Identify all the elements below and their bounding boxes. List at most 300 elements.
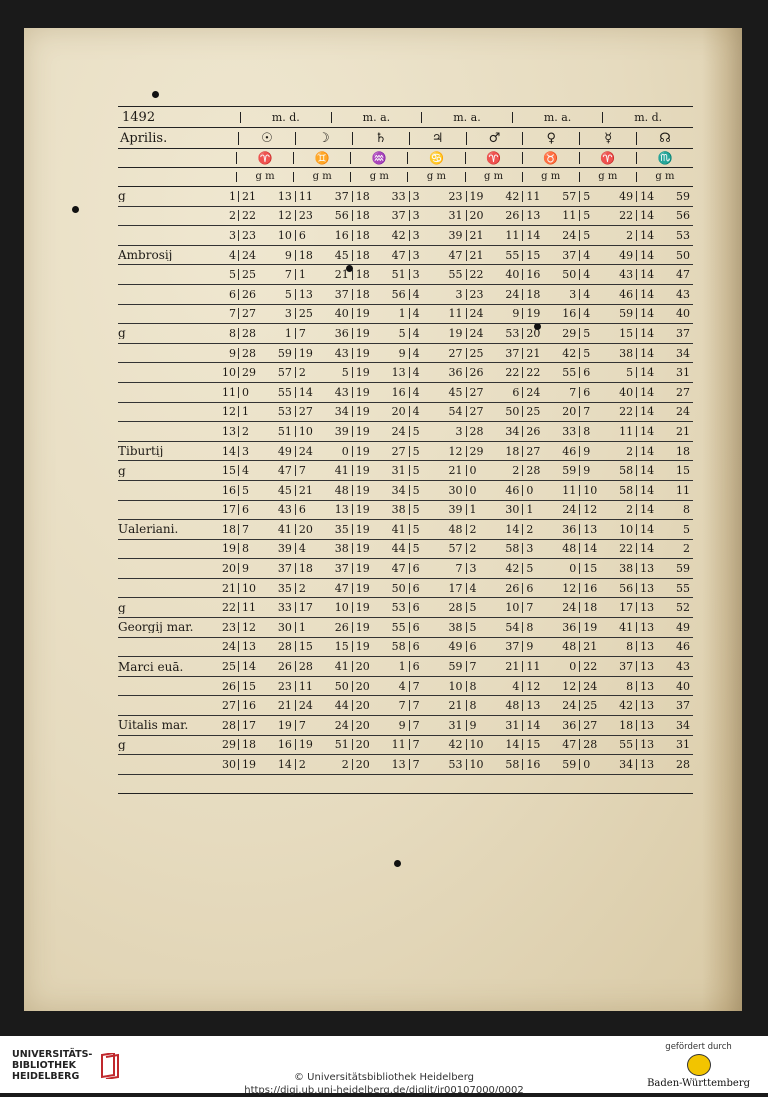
value-cell [579, 328, 636, 339]
minutes-value: 58 [619, 465, 633, 476]
value-cell [409, 230, 466, 241]
value-cell [636, 681, 693, 692]
degrees-value: 13 [526, 210, 540, 221]
minutes-value: 49 [619, 191, 633, 202]
value-cell [238, 387, 295, 398]
value-cell [409, 348, 466, 359]
value-cell [636, 446, 693, 457]
minutes-value: 14 [505, 524, 519, 535]
degrees-value: 14 [640, 191, 654, 202]
degrees-value: 5 [413, 524, 420, 535]
degrees-value: 4 [299, 543, 306, 554]
value-cell [579, 250, 636, 261]
minutes-value: 39 [278, 543, 292, 554]
degrees-value: 15 [583, 563, 597, 574]
row-values [238, 504, 693, 515]
value-cell [579, 485, 636, 496]
degrees-value: 5 [583, 328, 590, 339]
minutes-value: 40 [335, 308, 349, 319]
value-cell [352, 328, 409, 339]
degrees-value: 6 [413, 641, 420, 652]
minutes-value: 40 [505, 269, 519, 280]
degrees-value: 5 [583, 348, 590, 359]
minutes-value: 41 [335, 465, 349, 476]
degrees-value: 4 [470, 583, 477, 594]
degrees-value: 2 [470, 524, 477, 535]
degrees-value: 5 [413, 465, 420, 476]
table-row [118, 736, 693, 756]
degrees-value: 11 [299, 681, 313, 692]
degrees-value: 27 [299, 406, 313, 417]
value-cell [295, 250, 352, 261]
degrees-value: 3 [413, 269, 420, 280]
row-values [238, 720, 693, 731]
minutes-value: 58 [505, 543, 519, 554]
value-cell [238, 348, 295, 359]
value-cell [579, 641, 636, 652]
minutes-value: 56 [619, 583, 633, 594]
minutes-value: 37 [676, 700, 690, 711]
minutes-value: 39 [449, 504, 463, 515]
value-cell [579, 759, 636, 770]
sign-symbol-0: ♈ [236, 152, 293, 164]
day-number: 13 [218, 426, 238, 437]
value-cell [409, 759, 466, 770]
value-cell [636, 543, 693, 554]
minutes-value: 2 [342, 759, 349, 770]
minutes-value: 26 [505, 583, 519, 594]
minutes-value: 42 [449, 739, 463, 750]
minutes-value: 54 [449, 406, 463, 417]
minutes-value: 6 [512, 387, 519, 398]
day-rows [118, 187, 693, 775]
value-cell [238, 563, 295, 574]
minutes-value: 41 [619, 622, 633, 633]
unit-label-pair-4: g m [465, 172, 522, 182]
minutes-value: 24 [676, 406, 690, 417]
table-row [118, 657, 693, 677]
value-cell [238, 641, 295, 652]
day-number: 26 [218, 681, 238, 692]
unit-label-pair-0: g m [236, 172, 293, 182]
degrees-value: 8 [470, 681, 477, 692]
sign-symbol-6: ♈ [579, 152, 636, 164]
minutes-value: 3 [456, 426, 463, 437]
value-cell [295, 328, 352, 339]
footer-bar [0, 1036, 768, 1093]
degrees-value: 18 [299, 250, 313, 261]
degrees-value: 7 [583, 406, 590, 417]
value-cell [352, 739, 409, 750]
minutes-value: 28 [676, 759, 690, 770]
table-row [118, 344, 693, 364]
minutes-value: 51 [278, 426, 292, 437]
minutes-value: 13 [278, 191, 292, 202]
degrees-value: 17 [299, 602, 313, 613]
planet-symbols [238, 132, 693, 145]
degrees-value: 27 [583, 720, 597, 731]
day-number: 17 [218, 504, 238, 515]
minutes-value: 39 [335, 426, 349, 437]
value-cell [636, 191, 693, 202]
value-cell [522, 210, 579, 221]
value-cell [352, 504, 409, 515]
degrees-value: 5 [583, 210, 590, 221]
degrees-value: 20 [356, 720, 370, 731]
minutes-value: 31 [449, 210, 463, 221]
value-cell [466, 387, 523, 398]
table-row [118, 285, 693, 305]
value-cell [352, 308, 409, 319]
day-number: 16 [218, 485, 238, 496]
value-cell [522, 250, 579, 261]
value-cell [409, 583, 466, 594]
row-values [238, 524, 693, 535]
table-row [118, 226, 693, 246]
minutes-value: 36 [449, 367, 463, 378]
bw-logo[interactable] [647, 1042, 750, 1089]
minutes-value: 11 [505, 230, 519, 241]
minutes-value: 37 [619, 661, 633, 672]
value-cell [522, 308, 579, 319]
degrees-value: 13 [640, 681, 654, 692]
value-cell [636, 406, 693, 417]
value-cell [295, 210, 352, 221]
degrees-value: 4 [413, 387, 420, 398]
table-row [118, 540, 693, 560]
minutes-value: 51 [392, 269, 406, 280]
degrees-value: 7 [413, 720, 420, 731]
minutes-value: 47 [449, 250, 463, 261]
permalink[interactable]: https://digi.ub.uni-heidelberg.de/diglit/ir00107000/0002 [0, 1085, 768, 1097]
value-cell [579, 289, 636, 300]
degrees-value: 14 [640, 269, 654, 280]
value-cell [579, 406, 636, 417]
degrees-value: 7 [413, 681, 420, 692]
degrees-value: 2 [299, 759, 306, 770]
degrees-value: 13 [583, 524, 597, 535]
degrees-value: 3 [413, 191, 420, 202]
value-cell [636, 426, 693, 437]
value-cell [522, 563, 579, 574]
row-values [238, 348, 693, 359]
row-values [238, 250, 693, 261]
value-cell [238, 210, 295, 221]
value-cell [636, 485, 693, 496]
value-cell [409, 602, 466, 613]
minutes-value: 35 [278, 583, 292, 594]
value-cell [295, 622, 352, 633]
unit-label-pair-6: g m [579, 172, 636, 182]
degrees-value: 6 [413, 563, 420, 574]
value-cell [409, 250, 466, 261]
minutes-value: 50 [335, 681, 349, 692]
table-row [118, 598, 693, 618]
value-cell [295, 191, 352, 202]
minutes-value: 9 [399, 720, 406, 731]
minutes-value: 46 [562, 446, 576, 457]
minutes-value: 31 [676, 739, 690, 750]
degrees-value: 14 [242, 661, 256, 672]
degrees-value: 20 [470, 210, 484, 221]
minutes-value: 57 [449, 543, 463, 554]
degrees-value: 7 [299, 465, 306, 476]
table-row [118, 403, 693, 423]
minutes-value: 46 [505, 485, 519, 496]
day-number: 2 [218, 210, 238, 221]
value-cell [636, 328, 693, 339]
value-cell [522, 641, 579, 652]
minutes-value: 28 [278, 641, 292, 652]
minutes-value: 53 [676, 230, 690, 241]
degrees-value: 19 [356, 543, 370, 554]
value-cell [522, 269, 579, 280]
table-row [118, 363, 693, 383]
value-cell [466, 524, 523, 535]
degrees-value: 4 [413, 328, 420, 339]
value-cell [238, 759, 295, 770]
degrees-value: 6 [583, 387, 590, 398]
degrees-value: 2 [470, 543, 477, 554]
degrees-value: 13 [242, 641, 256, 652]
value-cell [636, 661, 693, 672]
minutes-value: 21 [505, 661, 519, 672]
degrees-value: 5 [413, 485, 420, 496]
value-cell [466, 759, 523, 770]
minutes-value: 43 [335, 348, 349, 359]
table-row [118, 481, 693, 501]
degrees-value: 15 [526, 739, 540, 750]
minutes-value: 3 [569, 289, 576, 300]
minutes-value: 46 [676, 641, 690, 652]
value-cell [238, 602, 295, 613]
value-cell [636, 739, 693, 750]
degrees-value: 13 [640, 563, 654, 574]
unit-header-2: m. a. [421, 112, 512, 123]
minutes-value: 42 [505, 191, 519, 202]
minutes-value: 30 [278, 622, 292, 633]
degrees-value: 14 [640, 406, 654, 417]
row-values [238, 308, 693, 319]
minutes-value: 34 [335, 406, 349, 417]
minutes-value: 16 [278, 739, 292, 750]
bottom-rule [118, 793, 693, 794]
value-cell [579, 191, 636, 202]
minutes-value: 36 [562, 720, 576, 731]
value-cell [409, 641, 466, 652]
minutes-value: 27 [676, 387, 690, 398]
value-cell [579, 700, 636, 711]
degrees-value: 6 [526, 583, 533, 594]
value-cell [522, 543, 579, 554]
saint-label: Ambrosij [118, 249, 218, 261]
minutes-value: 5 [626, 367, 633, 378]
minutes-value: 19 [449, 328, 463, 339]
degrees-value: 15 [242, 681, 256, 692]
minutes-value: 36 [562, 524, 576, 535]
value-cell [409, 563, 466, 574]
degrees-value: 19 [356, 387, 370, 398]
degrees-value: 19 [356, 406, 370, 417]
degrees-value: 19 [583, 622, 597, 633]
value-cell [636, 759, 693, 770]
minutes-value: 20 [392, 406, 406, 417]
day-number: 18 [218, 524, 238, 535]
value-cell [409, 210, 466, 221]
table-row [118, 422, 693, 442]
value-cell [522, 622, 579, 633]
value-cell [238, 328, 295, 339]
planet-symbol-0: ☉ [238, 132, 295, 145]
minutes-value: 38 [449, 622, 463, 633]
minutes-value: 7 [456, 563, 463, 574]
value-cell [238, 583, 295, 594]
degrees-value: 19 [356, 641, 370, 652]
degrees-value: 25 [583, 700, 597, 711]
minutes-value: 55 [505, 250, 519, 261]
degrees-value: 12 [242, 622, 256, 633]
value-cell [636, 387, 693, 398]
degrees-value: 19 [242, 759, 256, 770]
value-cell [636, 230, 693, 241]
day-number: 20 [218, 563, 238, 574]
minutes-value: 8 [626, 681, 633, 692]
value-cell [636, 504, 693, 515]
value-cell [466, 641, 523, 652]
degrees-value: 28 [299, 661, 313, 672]
value-cell [295, 681, 352, 692]
degrees-value: 14 [640, 524, 654, 535]
value-cell [352, 367, 409, 378]
value-cell [295, 602, 352, 613]
table-row [118, 461, 693, 481]
value-cell [352, 446, 409, 457]
minutes-value: 43 [619, 269, 633, 280]
value-cell [522, 583, 579, 594]
minutes-value: 13 [392, 759, 406, 770]
value-cell [238, 191, 295, 202]
degrees-value: 4 [413, 308, 420, 319]
value-cell [636, 210, 693, 221]
degrees-value: 21 [299, 485, 313, 496]
degrees-value: 13 [640, 720, 654, 731]
day-number: 30 [218, 759, 238, 770]
degrees-value: 18 [299, 563, 313, 574]
row-values [238, 700, 693, 711]
degrees-value: 16 [583, 583, 597, 594]
degrees-value: 25 [470, 348, 484, 359]
row-values [238, 387, 693, 398]
value-cell [409, 367, 466, 378]
minutes-value: 51 [335, 739, 349, 750]
minutes-value: 28 [449, 602, 463, 613]
minutes-value: 13 [392, 367, 406, 378]
value-cell [466, 622, 523, 633]
day-number: 22 [218, 602, 238, 613]
value-cell [636, 250, 693, 261]
minutes-value: 8 [626, 641, 633, 652]
minutes-value: 7 [569, 387, 576, 398]
row-values [238, 446, 693, 457]
minutes-value: 58 [505, 759, 519, 770]
minutes-value: 45 [335, 250, 349, 261]
degrees-value: 27 [242, 308, 256, 319]
value-cell [238, 308, 295, 319]
degree-minute-labels [236, 172, 693, 182]
minutes-value: 56 [676, 210, 690, 221]
sign-symbol-3: ♋ [407, 152, 464, 164]
value-cell [238, 739, 295, 750]
value-cell [522, 348, 579, 359]
minutes-value: 31 [676, 367, 690, 378]
library-name-line-1: BIBLIOTHEK [12, 1061, 92, 1072]
minutes-value: 21 [278, 700, 292, 711]
minutes-value: 54 [505, 622, 519, 633]
degrees-value: 20 [356, 700, 370, 711]
sign-symbol-2: ♒ [350, 152, 407, 164]
degrees-value: 0 [526, 485, 533, 496]
degrees-value: 19 [526, 308, 540, 319]
value-cell [295, 700, 352, 711]
degrees-value: 19 [356, 583, 370, 594]
degrees-value: 6 [299, 504, 306, 515]
value-cell [466, 485, 523, 496]
degrees-value: 27 [470, 387, 484, 398]
value-cell [636, 563, 693, 574]
value-cell [352, 210, 409, 221]
minutes-value: 29 [562, 328, 576, 339]
degrees-value: 17 [242, 720, 256, 731]
degrees-value: 19 [356, 328, 370, 339]
library-name-line-2: HEIDELBERG [12, 1072, 92, 1083]
minutes-value: 47 [335, 583, 349, 594]
value-cell [636, 700, 693, 711]
value-cell [238, 269, 295, 280]
page-edge-shadow [702, 28, 742, 1011]
day-number: 19 [218, 543, 238, 554]
unit-label-pair-2: g m [350, 172, 407, 182]
degrees-value: 3 [413, 230, 420, 241]
minutes-value: 24 [562, 700, 576, 711]
degrees-value: 14 [640, 367, 654, 378]
degrees-value: 18 [356, 230, 370, 241]
day-number: 4 [218, 250, 238, 261]
minutes-value: 48 [449, 524, 463, 535]
value-cell [522, 289, 579, 300]
value-cell [466, 210, 523, 221]
minutes-value: 34 [619, 759, 633, 770]
table-row [118, 442, 693, 462]
degrees-value: 21 [470, 250, 484, 261]
minutes-value: 56 [392, 289, 406, 300]
table-row [118, 207, 693, 227]
value-cell [579, 602, 636, 613]
ink-spot [394, 860, 401, 867]
degrees-value: 4 [413, 289, 420, 300]
value-cell [295, 759, 352, 770]
value-cell [579, 387, 636, 398]
degrees-value: 18 [242, 739, 256, 750]
degrees-value: 9 [583, 465, 590, 476]
value-cell [238, 543, 295, 554]
minutes-value: 27 [392, 446, 406, 457]
value-cell [295, 269, 352, 280]
value-cell [466, 563, 523, 574]
degrees-value: 4 [583, 269, 590, 280]
value-cell [522, 524, 579, 535]
degrees-value: 11 [242, 602, 256, 613]
degrees-value: 4 [242, 465, 249, 476]
